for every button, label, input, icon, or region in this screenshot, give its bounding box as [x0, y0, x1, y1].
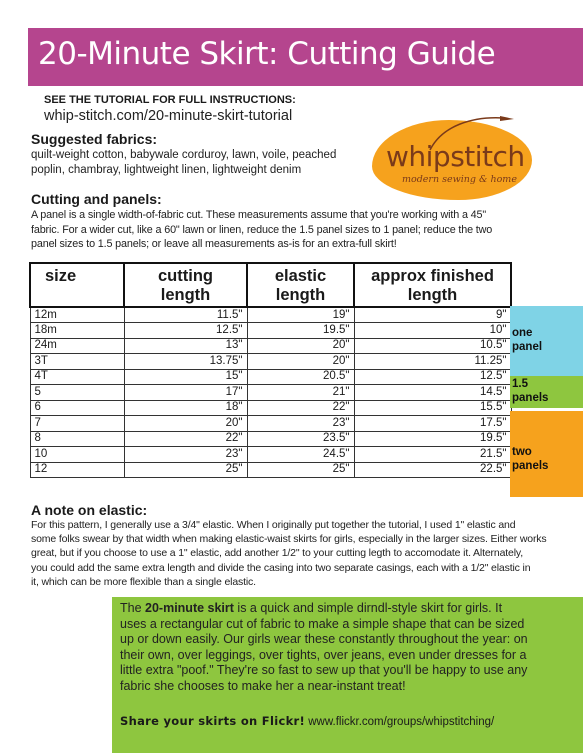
promo-text: [120, 601, 576, 695]
elastic-line: some folks swear by that width when making elastic-waist skirts for girls, especially in the larger sizes. Either works: [31, 533, 547, 546]
promo-line: little extra "poof." They're so fast to sew up that you'll be happy to use any: [120, 663, 528, 678]
elastic-line: you could add the same extra length and divide the casing into two separate casings, each with a 1/2" elastic in: [31, 561, 531, 574]
elastic-line: For this pattern, I generally use a 3/4" elastic. When I originally put together the tutorial, I used 1" elastic and: [31, 519, 516, 531]
cell-finished: 12.5": [354, 369, 511, 385]
cell-size: 18m: [30, 323, 124, 339]
promo-bold: 20-minute skirt: [145, 601, 234, 615]
cell-elastic: 19.5": [247, 323, 354, 339]
elastic-heading: A note on elastic:: [31, 502, 148, 518]
promo-line: up or down easily. Our girls wear these constantly throughout the year: on: [120, 632, 528, 647]
logo-word: whipstitch: [386, 140, 525, 173]
cell-cutting: 12.5": [124, 323, 247, 339]
logo-tagline: modern sewing & home: [402, 174, 517, 185]
cell-finished: 11.25": [354, 354, 511, 370]
elastic-line: it, which can be more flexible than a single elastic.: [31, 575, 256, 588]
table-row: [30, 354, 511, 370]
cutting-line: panel sizes to 1.5 panels; or leave all measurements as-is for an extra-full skirt!: [31, 238, 397, 250]
cell-finished: 14.5": [354, 385, 511, 401]
table-row: [30, 416, 511, 432]
one-panel-label: one panel: [512, 327, 543, 353]
cell-size: 10: [30, 447, 124, 463]
one-half-panel-label: 1.5 panels: [512, 378, 549, 404]
cell-cutting: 13.75": [124, 354, 247, 370]
table-row: [30, 431, 511, 447]
cell-cutting: 11.5": [124, 307, 247, 323]
cell-size: 3T: [30, 354, 124, 370]
cell-cutting: 22": [124, 431, 247, 447]
header-cutting: cutting length: [124, 263, 247, 307]
cell-finished: 9": [354, 307, 511, 323]
cell-finished: 15.5": [354, 400, 511, 416]
cutting-line: A panel is a single width-of-fabric cut. These measurements assume that you're working with a 45": [31, 209, 487, 221]
cell-cutting: 25": [124, 462, 247, 478]
cell-elastic: 20.5": [247, 369, 354, 385]
cell-finished: 10.5": [354, 338, 511, 354]
promo-box: [112, 597, 583, 753]
promo-line: The 20-minute skirt is a quick and simple dirndl-style skirt for girls. It: [120, 601, 503, 615]
cell-size: 12m: [30, 307, 124, 323]
cell-finished: 10": [354, 323, 511, 339]
cell-elastic: 19": [247, 307, 354, 323]
tutorial-link[interactable]: whip-stitch.com/20-minute-skirt-tutorial: [44, 108, 293, 124]
table-header-row: [30, 263, 511, 307]
cell-elastic: 25": [247, 462, 354, 478]
share-line: [120, 714, 494, 728]
table-row: [30, 338, 511, 354]
fabrics-line: quilt-weight cotton, babywale corduroy, lawn, voile, peached: [31, 149, 337, 161]
cell-elastic: 24.5": [247, 447, 354, 463]
fabrics-heading: Suggested fabrics:: [31, 131, 158, 147]
elastic-line: great, but if you choose to use a 1" elastic, add another 1/2" to your cutting legth to accomodate it. Alternately,: [31, 547, 523, 560]
table-row: [30, 462, 511, 478]
share-label: Share your skirts on Flickr!: [120, 714, 306, 728]
cell-size: 12: [30, 462, 124, 478]
header-size: size: [30, 263, 124, 307]
cell-elastic: 20": [247, 338, 354, 354]
cutting-table: [29, 262, 512, 478]
cell-size: 4T: [30, 369, 124, 385]
cutting-line: fabric. For a wider cut, like a 60" lawn or linen, reduce the 1.5 panel sizes to 1 panel; reduce the two: [31, 223, 493, 236]
two-panel-label: two panels: [512, 446, 549, 472]
table-row: [30, 400, 511, 416]
cell-size: 6: [30, 400, 124, 416]
table-row: [30, 323, 511, 339]
whipstitch-logo: [372, 112, 532, 200]
header-elastic: elastic length: [247, 263, 354, 307]
table-body: [30, 307, 511, 478]
cell-elastic: 22": [247, 400, 354, 416]
elastic-text: [31, 518, 583, 589]
cell-size: 8: [30, 431, 124, 447]
promo-line: their own, over leggings, over tights, over jeans, even under dresses for a: [120, 647, 527, 662]
table-row: [30, 385, 511, 401]
cell-finished: 21.5": [354, 447, 511, 463]
cell-elastic: 20": [247, 354, 354, 370]
promo-line: fabric she chooses to make her a near-instant treat!: [120, 678, 406, 693]
table-row: [30, 447, 511, 463]
page-title: 20-Minute Skirt: Cutting Guide: [38, 36, 496, 72]
fabrics-line: poplin, chambray, lightweight linen, lightweight denim: [31, 164, 302, 176]
promo-line: uses a rectangular cut of fabric to make a simple shape that can be sized: [120, 616, 525, 631]
title-banner: [28, 28, 583, 86]
cell-finished: 17.5": [354, 416, 511, 432]
cutting-text: [31, 208, 583, 252]
cell-finished: 22.5": [354, 462, 511, 478]
header-finished: approx finished length: [354, 263, 511, 307]
cell-cutting: 20": [124, 416, 247, 432]
cell-cutting: 23": [124, 447, 247, 463]
flickr-link[interactable]: www.flickr.com/groups/whipstitching/: [308, 716, 495, 728]
cell-cutting: 18": [124, 400, 247, 416]
cell-cutting: 15": [124, 369, 247, 385]
cell-elastic: 23": [247, 416, 354, 432]
cell-size: 5: [30, 385, 124, 401]
cell-cutting: 13": [124, 338, 247, 354]
cell-elastic: 21": [247, 385, 354, 401]
fabrics-text: [31, 148, 336, 178]
cell-size: 7: [30, 416, 124, 432]
tutorial-notice: SEE THE TUTORIAL FOR FULL INSTRUCTIONS:: [44, 94, 296, 106]
cutting-heading: Cutting and panels:: [31, 191, 162, 207]
cell-size: 24m: [30, 338, 124, 354]
cell-cutting: 17": [124, 385, 247, 401]
table-row: [30, 307, 511, 323]
cell-elastic: 23.5": [247, 431, 354, 447]
cell-finished: 19.5": [354, 431, 511, 447]
table-row: [30, 369, 511, 385]
